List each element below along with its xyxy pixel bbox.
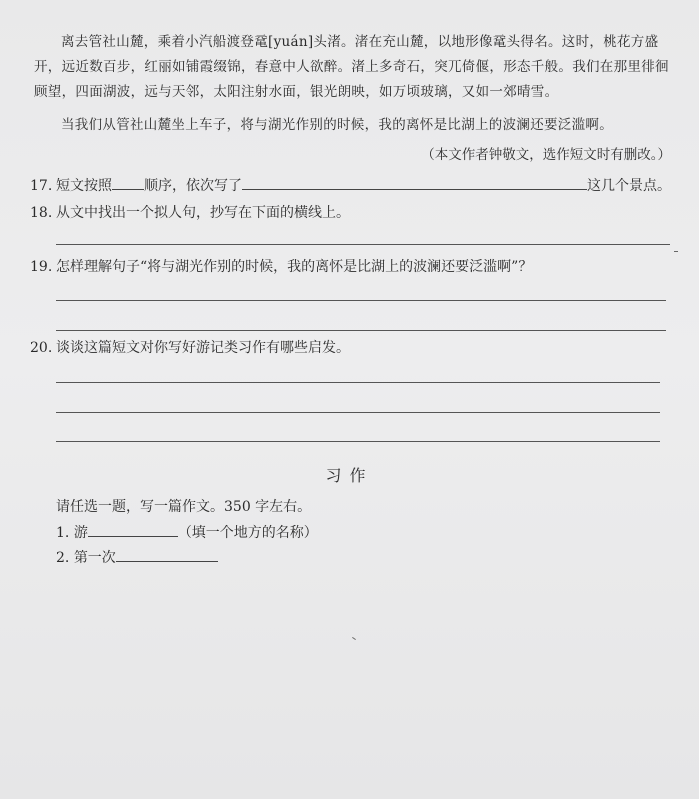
question-text: 短文按照 — [56, 178, 112, 194]
answer-line[interactable] — [56, 412, 660, 413]
composition-instruction: 请任选一题，写一篇作文。350 字左右。 — [56, 499, 312, 515]
question-number: 18. — [30, 205, 53, 221]
option-prefix: 游 — [73, 525, 88, 541]
passage-line: 离去管社山麓，乘着小汽船渡登鼋[yuán]头渚。渚在充山麓，以地形像鼋头得名。这时，桃花方盛开， — [34, 34, 659, 75]
question-number: 20. — [30, 340, 53, 356]
question-20 — [30, 337, 350, 357]
title-blank[interactable] — [116, 547, 218, 562]
answer-blank[interactable] — [242, 175, 587, 190]
composition-option-2 — [56, 547, 218, 567]
passage-paragraph-1 — [34, 30, 674, 105]
answer-line[interactable] — [56, 330, 666, 331]
ink-mark — [674, 251, 678, 252]
title-blank[interactable] — [88, 522, 178, 537]
question-text: 从文中找出一个拟人句，抄写在下面的横线上。 — [56, 205, 350, 221]
answer-line[interactable] — [56, 300, 666, 301]
question-17 — [30, 175, 671, 195]
question-text: 怎样理解句子“将与湖光作别的时候，我的离怀是比湖上的波澜还要泛滥啊”？ — [56, 259, 533, 275]
section-title: 习作 — [325, 466, 374, 485]
option-prefix: 第一次 — [73, 550, 116, 566]
source-note: （本文作者钟敬文，选作短文时有删改。） — [421, 147, 671, 163]
option-number: 1. — [56, 525, 70, 541]
ink-mark — [352, 637, 356, 640]
answer-line[interactable] — [56, 244, 670, 245]
question-text: 谈谈这篇短文对你写好游记类习作有哪些启发。 — [56, 340, 350, 356]
question-text: 顺序，依次写了 — [144, 178, 242, 194]
option-number: 2. — [56, 550, 70, 566]
passage-paragraph-2: 当我们从管社山麓坐上车子，将与湖光作别的时候，我的离怀是比湖上的波澜还要泛滥啊。 — [61, 117, 613, 133]
answer-line[interactable] — [56, 441, 660, 442]
composition-option-1 — [56, 522, 318, 542]
option-suffix: （填一个地方的名称） — [177, 525, 318, 541]
question-number: 17. — [30, 178, 53, 194]
question-19 — [30, 256, 532, 276]
passage-line: 远近数百步，红丽如铺霞缀锦，春意中人欲醉。渚上多奇石，突兀倚偃，形态千般。我们在那里徘徊顾望， — [34, 59, 669, 100]
question-text: 这几个景点。 — [587, 178, 671, 194]
passage-line: 四面湖波，远与天邻，太阳注射水面，银光朗映，如万顷玻璃，又如一郊晴雪。 — [75, 84, 559, 100]
question-number: 19. — [30, 259, 53, 275]
question-18 — [30, 202, 350, 222]
answer-blank[interactable] — [112, 175, 144, 190]
answer-line[interactable] — [56, 382, 660, 383]
